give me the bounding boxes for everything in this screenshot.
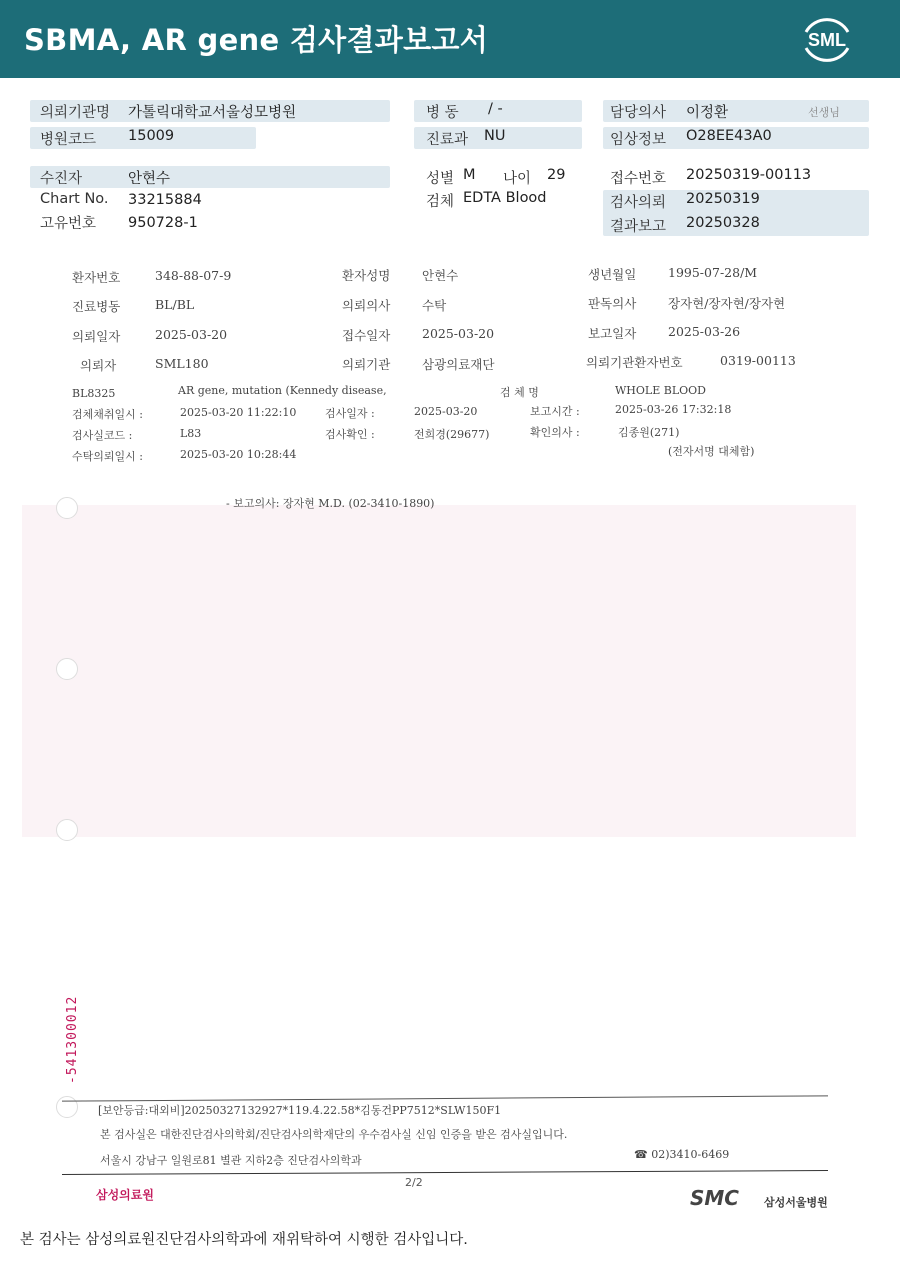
scan-requester-label: 의뢰자 <box>80 358 117 373</box>
scan-specimen-name-label: 검 체 명 <box>500 386 539 399</box>
scan-outsourced-label: 수탁의뢰일시 : <box>72 450 143 463</box>
svg-text:-541300012: -541300012 <box>65 995 80 1084</box>
doctor-label: 담당의사 <box>610 105 667 121</box>
scan-patient-name-label: 환자성명 <box>342 268 391 283</box>
scan-recv-date-label: 접수일자 <box>342 328 391 343</box>
certification-line: 본 검사실은 대한진단검사의학회/진단검사의학재단의 우수검사실 신임 인증을 받은 검사실입니다. <box>100 1128 568 1141</box>
outsourcing-note: 본 검사는 삼성의료원진단검사의학과에 재위탁하여 시행한 검사입니다. <box>20 1232 468 1248</box>
doctor-suffix: 선생님 <box>808 106 840 119</box>
ward-value: / - <box>488 101 503 117</box>
doctor-value: 이정환 <box>686 105 729 121</box>
scan-test-code: BL8325 <box>72 387 116 400</box>
patient-value: 안현수 <box>128 171 171 187</box>
scan-birth-label: 생년월일 <box>588 267 637 282</box>
scan-test-confirm-label: 검사확인 : <box>325 428 375 441</box>
org-label: 의뢰기관명 <box>40 105 111 121</box>
scan-req-date: 2025-03-20 <box>155 327 228 342</box>
chart-value: 33215884 <box>128 192 202 208</box>
result-report-value: 20250328 <box>686 215 760 231</box>
age-label: 나이 <box>503 171 532 187</box>
scan-collect-label: 검체채취일시 : <box>72 408 143 421</box>
clinical-label: 임상정보 <box>610 132 667 148</box>
id-value: 950728-1 <box>128 215 198 231</box>
scan-ward: BL/BL <box>155 297 195 312</box>
scan-lab-code-label: 검사실코드 : <box>72 429 133 442</box>
scan-birth: 1995-07-28/M <box>668 265 758 280</box>
result-area <box>22 505 856 837</box>
page-number: 2/2 <box>405 1176 423 1189</box>
scan-req-doctor: 수탁 <box>422 298 447 313</box>
scan-test-name: AR gene, mutation (Kennedy disease, <box>178 384 387 397</box>
scan-lab-code: L83 <box>180 427 202 440</box>
scan-ward-label: 진료병동 <box>72 299 121 314</box>
punch-hole <box>56 819 78 841</box>
sex-label: 성별 <box>426 171 455 187</box>
scan-confirm-doc-label: 확인의사 : <box>530 426 580 439</box>
scan-org-patient-no: 0319-00113 <box>720 353 796 368</box>
code-label: 병원코드 <box>40 132 97 148</box>
sml-logo <box>798 10 856 68</box>
scan-confirm-doc: 김종원(271) <box>618 426 680 439</box>
scan-test-confirm: 전희경(29677) <box>414 428 490 441</box>
result-report-label: 결과보고 <box>610 219 667 235</box>
vertical-code <box>58 980 82 1100</box>
test-request-label: 검사의뢰 <box>610 195 667 211</box>
report-title: SBMA, AR gene 검사결과보고서 <box>24 23 489 57</box>
scan-req-date-label: 의뢰일자 <box>72 329 121 344</box>
lab-phone: ☎ 02)3410-6469 <box>634 1148 730 1161</box>
age-value: 29 <box>547 167 566 183</box>
scan-req-doctor-label: 의뢰의사 <box>342 298 391 313</box>
scan-test-date-label: 검사일자 : <box>325 407 375 420</box>
receipt-label: 접수번호 <box>610 171 667 187</box>
dept-value: NU <box>484 128 506 144</box>
receipt-value: 20250319-00113 <box>686 167 812 183</box>
smc-logo: SMC <box>690 1186 739 1210</box>
id-label: 고유번호 <box>40 216 97 232</box>
scan-outsourced: 2025-03-20 10:28:44 <box>180 448 297 461</box>
hospital-name-left: 삼성의료원 <box>96 1188 154 1202</box>
test-request-value: 20250319 <box>686 191 760 207</box>
scan-specimen-name: WHOLE BLOOD <box>615 384 706 397</box>
scan-reporting-doctor: - 보고의사: 장자현 M.D. (02-3410-1890) <box>226 497 435 510</box>
scan-patient-no-label: 환자번호 <box>72 270 121 285</box>
scan-read-doctor: 장자현/장자현/장자현 <box>668 296 786 311</box>
punch-hole <box>56 658 78 680</box>
scan-report-time-label: 보고시간 : <box>530 405 580 418</box>
scan-read-doctor-label: 판독의사 <box>588 296 637 311</box>
scan-report-date-label: 보고일자 <box>588 326 637 341</box>
scan-report-time: 2025-03-26 17:32:18 <box>615 403 732 416</box>
sex-value: M <box>463 167 476 183</box>
scan-collect: 2025-03-20 11:22:10 <box>180 406 297 419</box>
security-line: [보안등급:대외비]20250327132927*119.4.22.58*김동건PP7512*SLW150F1 <box>98 1104 502 1117</box>
scan-recv-date: 2025-03-20 <box>422 326 495 341</box>
scan-patient-name: 안현수 <box>422 268 459 283</box>
chart-label: Chart No. <box>40 191 109 207</box>
ward-label: 병 동 <box>426 105 459 121</box>
scan-report-date: 2025-03-26 <box>668 324 741 339</box>
report-header <box>0 0 900 78</box>
scan-esign: (전자서명 대체함) <box>668 445 755 458</box>
scan-org-patient-no-label: 의뢰기관환자번호 <box>586 355 683 370</box>
scan-req-org-label: 의뢰기관 <box>342 357 391 372</box>
org-value: 가톨릭대학교서울성모병원 <box>128 105 297 121</box>
hospital-name-right: 삼성서울병원 <box>764 1196 828 1209</box>
clinical-value: O28EE43A0 <box>686 128 772 144</box>
lab-address: 서울시 강남구 일원로81 별관 지하2층 진단검사의학과 <box>100 1154 362 1167</box>
scan-patient-no: 348-88-07-9 <box>155 268 232 283</box>
specimen-value: EDTA Blood <box>463 190 547 206</box>
svg-text:SML: SML <box>808 30 846 50</box>
scan-test-date: 2025-03-20 <box>414 405 478 418</box>
code-value: 15009 <box>128 128 175 144</box>
scan-req-org: 삼광의료재단 <box>422 357 495 372</box>
dept-label: 진료과 <box>426 132 469 148</box>
punch-hole <box>56 497 78 519</box>
patient-label: 수진자 <box>40 171 83 187</box>
specimen-label: 검체 <box>426 194 455 210</box>
patient-row-bg <box>30 166 390 188</box>
scan-requester: SML180 <box>155 356 209 371</box>
